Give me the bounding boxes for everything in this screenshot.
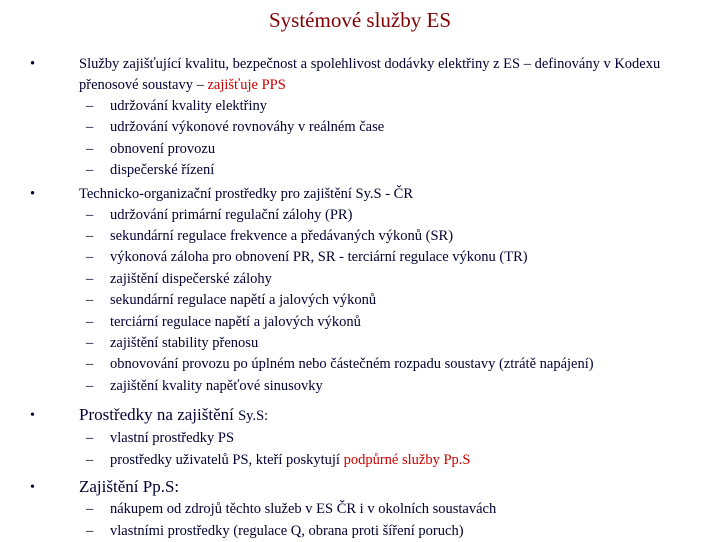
sub-item: – výkonová záloha pro obnovení PR, SR - terciární regulace výkonu (TR) <box>110 247 710 268</box>
slide-content <box>0 54 720 542</box>
sub-item: – udržování výkonové rovnováhy v reálném čase <box>110 117 710 138</box>
sub-item: – nákupem od zdrojů těchto služeb v ES ČR i v okolních soustavách <box>110 499 710 520</box>
sub-item-highlight: podpůrné služby Pp.S <box>343 451 471 468</box>
sub-item: – zajištění kvality napěťové sinusovky <box>110 376 710 397</box>
sub-item-mixed <box>110 450 710 471</box>
sub-item: – udržování primární regulační zálohy (PR) <box>110 205 710 226</box>
sub-item: – zajištění dispečerské zálohy <box>110 269 710 290</box>
sub-item: – dispečerské řízení <box>110 160 710 181</box>
bullet-text: Prostředky na zajištění <box>79 405 239 425</box>
bullet-system-services <box>79 54 699 96</box>
bullet-text: Služby zajišťující kvalitu, bezpečnost a spolehlivost dodávky elektřiny z ES – definovány v Kodexu přenosové soustavy – <box>79 56 661 93</box>
bullet-means <box>79 403 699 428</box>
sub-item: – vlastní prostředky PS <box>110 428 710 449</box>
bullet-text-suffix: Sy.S: <box>238 408 269 425</box>
sub-item: – zajištění stability přenosu <box>110 333 710 354</box>
sub-item: – sekundární regulace napětí a jalových výkonů <box>110 290 710 311</box>
sub-item: – terciární regulace napětí a jalových výkonů <box>110 312 710 333</box>
sub-item: – udržování kvality elektřiny <box>110 96 710 117</box>
sub-item: – sekundární regulace frekvence a předávaných výkonů (SR) <box>110 226 710 247</box>
sub-item: – obnovení provozu <box>110 139 710 160</box>
bullet-ppS-provision: • Zajištění Pp.S: <box>79 475 699 499</box>
bullet-technical-means: • Technicko-organizační prostředky pro zajištění Sy.S - ČR <box>79 184 699 205</box>
sub-item-text: prostředky uživatelů PS, kteří poskytují <box>110 451 344 468</box>
sub-item: – vlastními prostředky (regulace Q, obrana proti šíření poruch) <box>110 521 710 542</box>
sub-item: – obnovování provozu po úplném nebo částečném rozpadu soustavy (ztrátě napájení) <box>110 354 710 375</box>
bullet-text-highlight: zajišťuje PPS <box>207 77 286 93</box>
page-title: Systémové služby ES <box>269 8 451 32</box>
